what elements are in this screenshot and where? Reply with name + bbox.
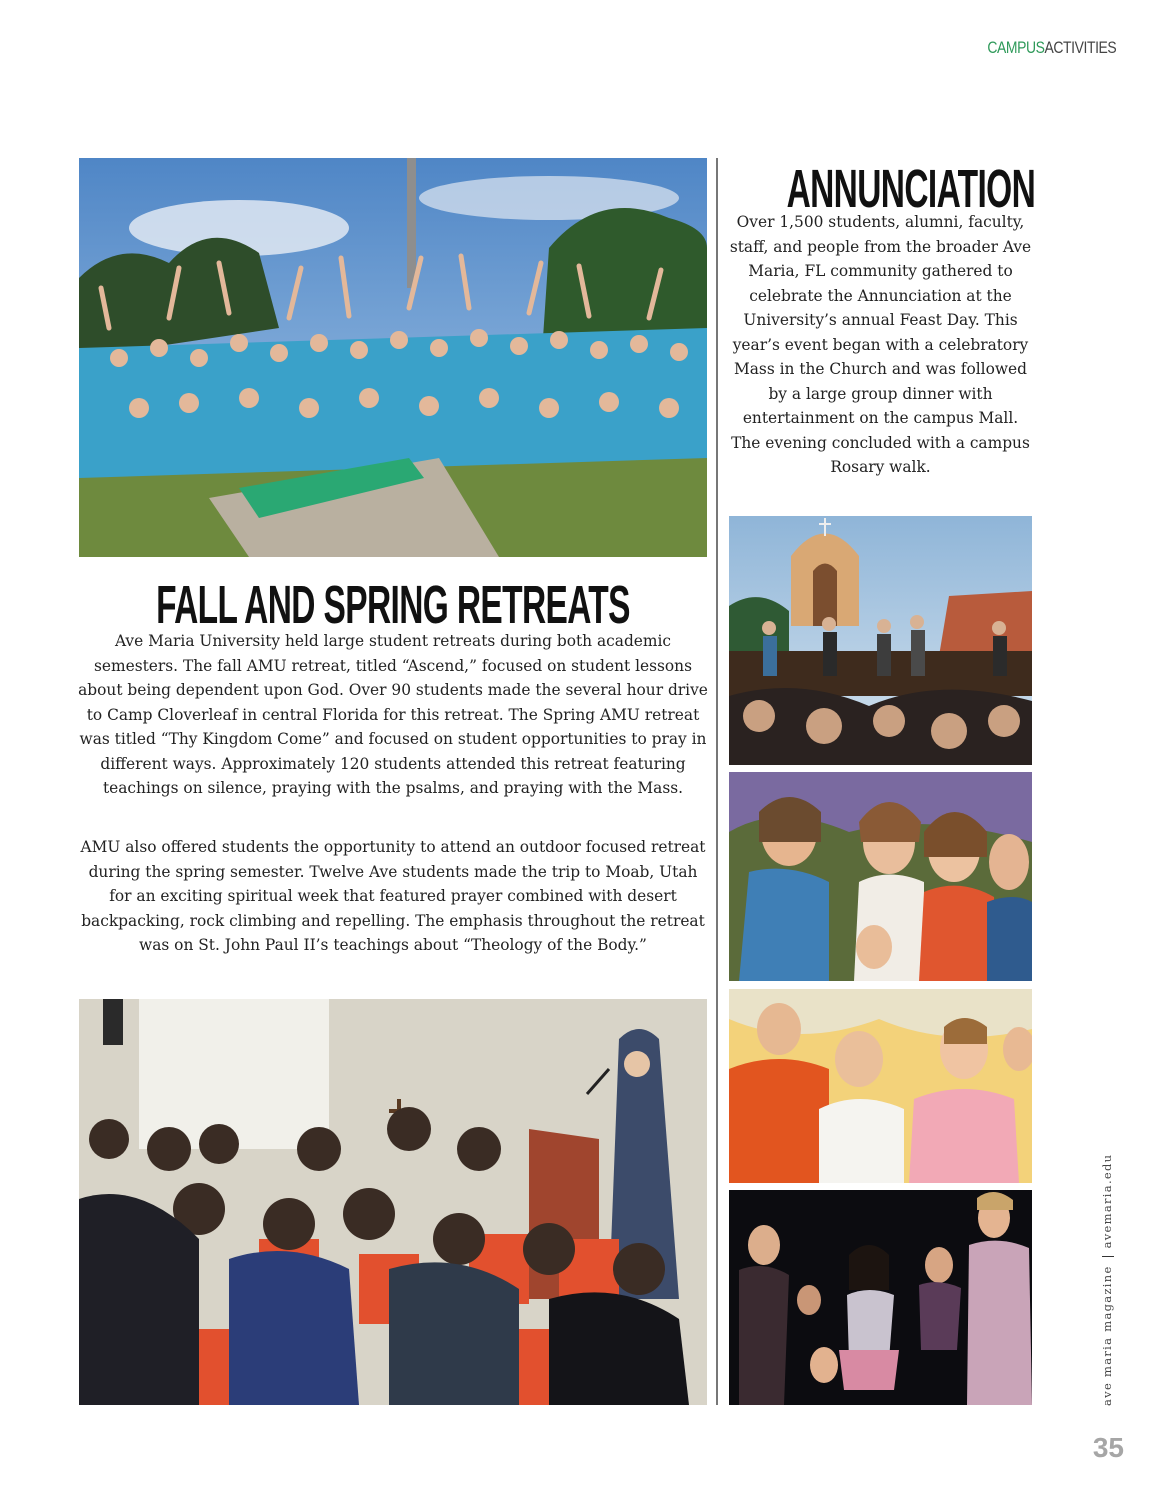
retreat-talk-photo [79, 999, 707, 1405]
annunciation-title: ANNUNCIATION [786, 159, 1036, 219]
separator-bar [1102, 1256, 1114, 1257]
retreat-group-photo [79, 158, 707, 557]
church-band-photo [729, 516, 1032, 765]
column-divider [716, 158, 718, 1405]
young-men-photo [729, 989, 1032, 1183]
section-label-campus: CAMPUS [987, 38, 1045, 57]
page-number: 35 [1092, 1432, 1124, 1463]
magazine-sidebar-credit [1096, 1153, 1118, 1406]
magazine-name: ave maria magazine [1100, 1265, 1114, 1406]
night-dance-photo [729, 1190, 1032, 1405]
section-label [987, 38, 1116, 58]
retreats-title: FALL AND SPRING RETREATS [156, 575, 630, 635]
retreats-paragraph-1: Ave Maria University held large student retreats during both academic semesters. The fall AMU retreat, titled “Ascend,” focused on student lessons about being dependent upon God. Over 90 students made the several hour drive to Camp Cloverleaf in central Florida for this retreat. The Spring AMU retreat was titled “Thy Kingdom Come” and focused on student opportunities to pray in different ways. Approximately 120 students attended this retreat featuring teachings on silence, praying with the psalms, and praying with the Mass. [78, 632, 708, 797]
section-label-activities: ACTIVITIES [1044, 38, 1116, 57]
women-crowd-photo [729, 772, 1032, 981]
website-url[interactable]: avemaria.edu [1100, 1153, 1114, 1249]
annunciation-body: Over 1,500 students, alumni, faculty, staff, and people from the broader Ave Maria, FL community gathered to celebrate the Annunciation at the University’s annual Feast Day. This year’s event began with a celebratory Mass in the Church and was followed by a large group dinner with entertainment on the campus Mall. The evening concluded with a campus Rosary walk. [729, 213, 1032, 476]
retreats-paragraph-2: AMU also offered students the opportunity to attend an outdoor focused retreat during the spring semester. Twelve Ave students made the trip to Moab, Utah for an exciting spiritual week that featured prayer combined with desert backpacking, rock climbing and repelling. The emphasis throughout the retreat was on St. John Paul II’s teachings about “Theology of the Body.” [80, 838, 706, 954]
